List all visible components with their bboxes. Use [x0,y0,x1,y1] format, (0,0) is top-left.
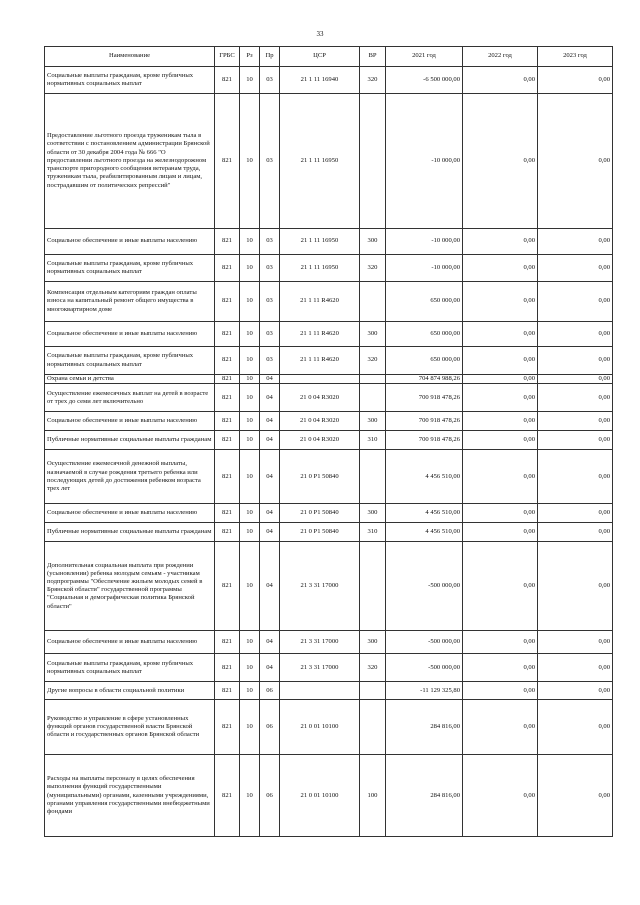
row-2021: -10 000,00 [386,94,463,229]
row-csr [280,682,360,700]
row-grbs: 821 [215,700,240,755]
row-2022: 0,00 [463,523,538,542]
row-rz: 10 [240,94,260,229]
row-2023: 0,00 [538,384,613,412]
header-grbs: ГРБС [215,47,240,67]
row-vr [360,450,386,504]
row-name: Осуществление ежемесячных выплат на детей в возрасте от трех до семи лет включительно [45,384,215,412]
row-grbs: 821 [215,384,240,412]
header-2023: 2023 год [538,47,613,67]
row-grbs: 821 [215,347,240,375]
row-rz: 10 [240,384,260,412]
row-csr: 21 1 11 R4620 [280,347,360,375]
row-2021: 700 918 478,26 [386,384,463,412]
table-body [45,67,613,837]
row-vr [360,700,386,755]
table-row [45,523,613,542]
row-rz: 10 [240,412,260,431]
row-rz: 10 [240,375,260,384]
row-name: Социальные выплаты гражданам, кроме публичных нормативных социальных выплат [45,654,215,682]
row-2023: 0,00 [538,347,613,375]
row-name: Социальное обеспечение и иные выплаты населению [45,504,215,523]
row-csr: 21 0 P1 50840 [280,523,360,542]
row-name: Дополнительная социальная выплата при рождении (усыновлении) ребенка молодым семьям - участникам подпрограммы "Обеспечение жильем молодых семей в Брянской области" государственной программы "Социальная и демографическая политика Брянской области" [45,542,215,631]
row-2023: 0,00 [538,523,613,542]
row-name: Охрана семьи и детства [45,375,215,384]
row-csr: 21 1 11 16950 [280,94,360,229]
row-rz: 10 [240,322,260,347]
row-pr: 06 [260,755,280,837]
row-2022: 0,00 [463,384,538,412]
row-2021: 650 000,00 [386,322,463,347]
row-pr: 04 [260,384,280,412]
table-row [45,755,613,837]
row-2021: 700 918 478,26 [386,431,463,450]
row-2023: 0,00 [538,431,613,450]
row-csr: 21 0 P1 50840 [280,504,360,523]
row-name: Социальное обеспечение и иные выплаты населению [45,631,215,654]
row-vr: 320 [360,347,386,375]
row-2021: -10 000,00 [386,229,463,255]
row-2022: 0,00 [463,431,538,450]
row-2023: 0,00 [538,322,613,347]
row-csr: 21 0 P1 50840 [280,450,360,504]
row-vr: 310 [360,431,386,450]
row-grbs: 821 [215,654,240,682]
row-2022: 0,00 [463,450,538,504]
row-2021: 700 918 478,26 [386,412,463,431]
budget-table [44,46,613,837]
table-row [45,384,613,412]
row-2022: 0,00 [463,94,538,229]
table-row [45,542,613,631]
row-name: Социальные выплаты гражданам, кроме публичных нормативных социальных выплат [45,255,215,282]
row-grbs: 821 [215,431,240,450]
table-row [45,375,613,384]
row-2023: 0,00 [538,542,613,631]
row-rz: 10 [240,282,260,322]
row-rz: 10 [240,631,260,654]
row-rz: 10 [240,255,260,282]
row-name: Социальное обеспечение и иные выплаты населению [45,229,215,255]
row-2021: -500 000,00 [386,631,463,654]
table-row [45,94,613,229]
row-rz: 10 [240,67,260,94]
row-2023: 0,00 [538,682,613,700]
row-csr: 21 1 11 16950 [280,255,360,282]
row-grbs: 821 [215,542,240,631]
row-rz: 10 [240,229,260,255]
row-csr: 21 0 04 R3020 [280,384,360,412]
table-row [45,412,613,431]
header-pr: Пр [260,47,280,67]
row-name: Руководство и управление в сфере установленных функций органов государственной власти Брянской области и государственных органов Брянской области [45,700,215,755]
row-grbs: 821 [215,504,240,523]
row-name: Другие вопросы в области социальной политики [45,682,215,700]
row-pr: 04 [260,631,280,654]
row-2022: 0,00 [463,654,538,682]
row-csr: 21 0 04 R3020 [280,431,360,450]
table-row [45,682,613,700]
row-csr: 21 3 31 17000 [280,631,360,654]
row-2021: 284 816,00 [386,700,463,755]
row-vr: 300 [360,229,386,255]
row-name: Социальное обеспечение и иные выплаты населению [45,322,215,347]
row-grbs: 821 [215,322,240,347]
table-row [45,229,613,255]
row-pr: 04 [260,504,280,523]
row-2023: 0,00 [538,504,613,523]
row-name: Предоставление льготного проезда труженикам тыла в соответствии с постановлением администрации Брянской области от 30 декабря 2004 года № 666 "О предоставлении льготного проезда на железнодорожном транспорте пригородного сообщения ветеранам труда, труженикам тыла, реабилитированным лицам и лицам, пострадавшим от политических репрессий" [45,94,215,229]
row-name: Осуществление ежемесячной денежной выплаты, назначаемой в случае рождения третьего ребенка или последующих детей до достижения ребенком возраста трех лет [45,450,215,504]
row-2022: 0,00 [463,255,538,282]
row-2022: 0,00 [463,375,538,384]
row-name: Социальные выплаты гражданам, кроме публичных нормативных социальных выплат [45,347,215,375]
row-pr: 03 [260,255,280,282]
row-vr [360,682,386,700]
row-grbs: 821 [215,755,240,837]
row-rz: 10 [240,700,260,755]
row-grbs: 821 [215,682,240,700]
row-2023: 0,00 [538,255,613,282]
row-2023: 0,00 [538,631,613,654]
row-2022: 0,00 [463,542,538,631]
row-rz: 10 [240,431,260,450]
row-vr: 300 [360,322,386,347]
row-rz: 10 [240,755,260,837]
row-2023: 0,00 [538,450,613,504]
row-2023: 0,00 [538,755,613,837]
header-rz: Рз [240,47,260,67]
row-grbs: 821 [215,450,240,504]
header-csr: ЦСР [280,47,360,67]
row-grbs: 821 [215,375,240,384]
row-2021: 650 000,00 [386,347,463,375]
row-grbs: 821 [215,282,240,322]
row-csr: 21 3 31 17000 [280,542,360,631]
row-pr: 04 [260,542,280,631]
row-pr: 03 [260,347,280,375]
row-vr: 300 [360,631,386,654]
row-pr: 04 [260,412,280,431]
row-2021: 4 456 510,00 [386,523,463,542]
row-2022: 0,00 [463,631,538,654]
row-2022: 0,00 [463,347,538,375]
row-2022: 0,00 [463,412,538,431]
row-2022: 0,00 [463,282,538,322]
row-2023: 0,00 [538,412,613,431]
row-vr: 300 [360,504,386,523]
row-2021: 4 456 510,00 [386,450,463,504]
row-csr: 21 0 01 10100 [280,700,360,755]
row-2023: 0,00 [538,654,613,682]
row-pr: 04 [260,375,280,384]
row-vr: 320 [360,255,386,282]
row-2023: 0,00 [538,229,613,255]
row-csr [280,375,360,384]
row-grbs: 821 [215,94,240,229]
row-pr: 04 [260,450,280,504]
row-2021: -500 000,00 [386,654,463,682]
row-2022: 0,00 [463,755,538,837]
row-2022: 0,00 [463,504,538,523]
row-grbs: 821 [215,229,240,255]
row-vr [360,542,386,631]
row-pr: 03 [260,282,280,322]
row-2022: 0,00 [463,682,538,700]
header-2022: 2022 год [463,47,538,67]
row-pr: 03 [260,94,280,229]
table-row [45,67,613,94]
row-name: Расходы на выплаты персоналу в целях обеспечения выполнения функций государственными (муниципальными) органами, казенными учреждениями, органами управления государственными внебюджетными фондами [45,755,215,837]
row-vr: 310 [360,523,386,542]
row-csr: 21 1 11 R4620 [280,322,360,347]
row-grbs: 821 [215,523,240,542]
row-name: Социальные выплаты гражданам, кроме публичных нормативных социальных выплат [45,67,215,94]
table-row [45,282,613,322]
row-2021: 4 456 510,00 [386,504,463,523]
row-pr: 06 [260,700,280,755]
row-2023: 0,00 [538,282,613,322]
row-csr: 21 1 11 16950 [280,229,360,255]
table-header-row [45,47,613,67]
row-pr: 03 [260,229,280,255]
row-pr: 04 [260,431,280,450]
row-pr: 04 [260,523,280,542]
row-vr [360,94,386,229]
row-grbs: 821 [215,67,240,94]
row-pr: 06 [260,682,280,700]
row-csr: 21 0 04 R3020 [280,412,360,431]
row-name: Публичные нормативные социальные выплаты гражданам [45,523,215,542]
row-2023: 0,00 [538,67,613,94]
row-csr: 21 1 11 16940 [280,67,360,94]
row-name: Социальное обеспечение и иные выплаты населению [45,412,215,431]
row-2021: 650 000,00 [386,282,463,322]
table-row [45,654,613,682]
header-vr: ВР [360,47,386,67]
row-2023: 0,00 [538,700,613,755]
row-name: Компенсация отдельным категориям граждан оплаты взноса на капитальный ремонт общего имущества в многоквартирном доме [45,282,215,322]
row-vr [360,384,386,412]
row-name: Публичные нормативные социальные выплаты гражданам [45,431,215,450]
row-2021: -10 000,00 [386,255,463,282]
row-2022: 0,00 [463,700,538,755]
row-pr: 04 [260,654,280,682]
row-2022: 0,00 [463,229,538,255]
row-rz: 10 [240,523,260,542]
page-number: 33 [316,30,324,38]
row-vr: 320 [360,654,386,682]
row-2023: 0,00 [538,375,613,384]
row-vr: 300 [360,412,386,431]
row-vr [360,282,386,322]
table-row [45,322,613,347]
row-pr: 03 [260,67,280,94]
row-2023: 0,00 [538,94,613,229]
row-2021: 704 874 988,26 [386,375,463,384]
row-csr: 21 3 31 17000 [280,654,360,682]
row-rz: 10 [240,504,260,523]
table-row [45,631,613,654]
table-row [45,450,613,504]
row-2021: -6 500 000,00 [386,67,463,94]
row-vr [360,375,386,384]
row-rz: 10 [240,682,260,700]
row-vr: 100 [360,755,386,837]
row-csr: 21 0 01 10100 [280,755,360,837]
row-pr: 03 [260,322,280,347]
row-grbs: 821 [215,631,240,654]
table-row [45,700,613,755]
row-2021: -11 129 325,80 [386,682,463,700]
row-rz: 10 [240,450,260,504]
table-row [45,431,613,450]
header-2021: 2021 год [386,47,463,67]
table-row [45,347,613,375]
row-grbs: 821 [215,412,240,431]
row-2022: 0,00 [463,322,538,347]
row-rz: 10 [240,347,260,375]
row-vr: 320 [360,67,386,94]
header-name: Наименование [45,47,215,67]
row-2021: -500 000,00 [386,542,463,631]
row-2022: 0,00 [463,67,538,94]
table-row [45,504,613,523]
row-grbs: 821 [215,255,240,282]
row-rz: 10 [240,542,260,631]
row-2021: 284 816,00 [386,755,463,837]
table-row [45,255,613,282]
row-csr: 21 1 11 R4620 [280,282,360,322]
row-rz: 10 [240,654,260,682]
